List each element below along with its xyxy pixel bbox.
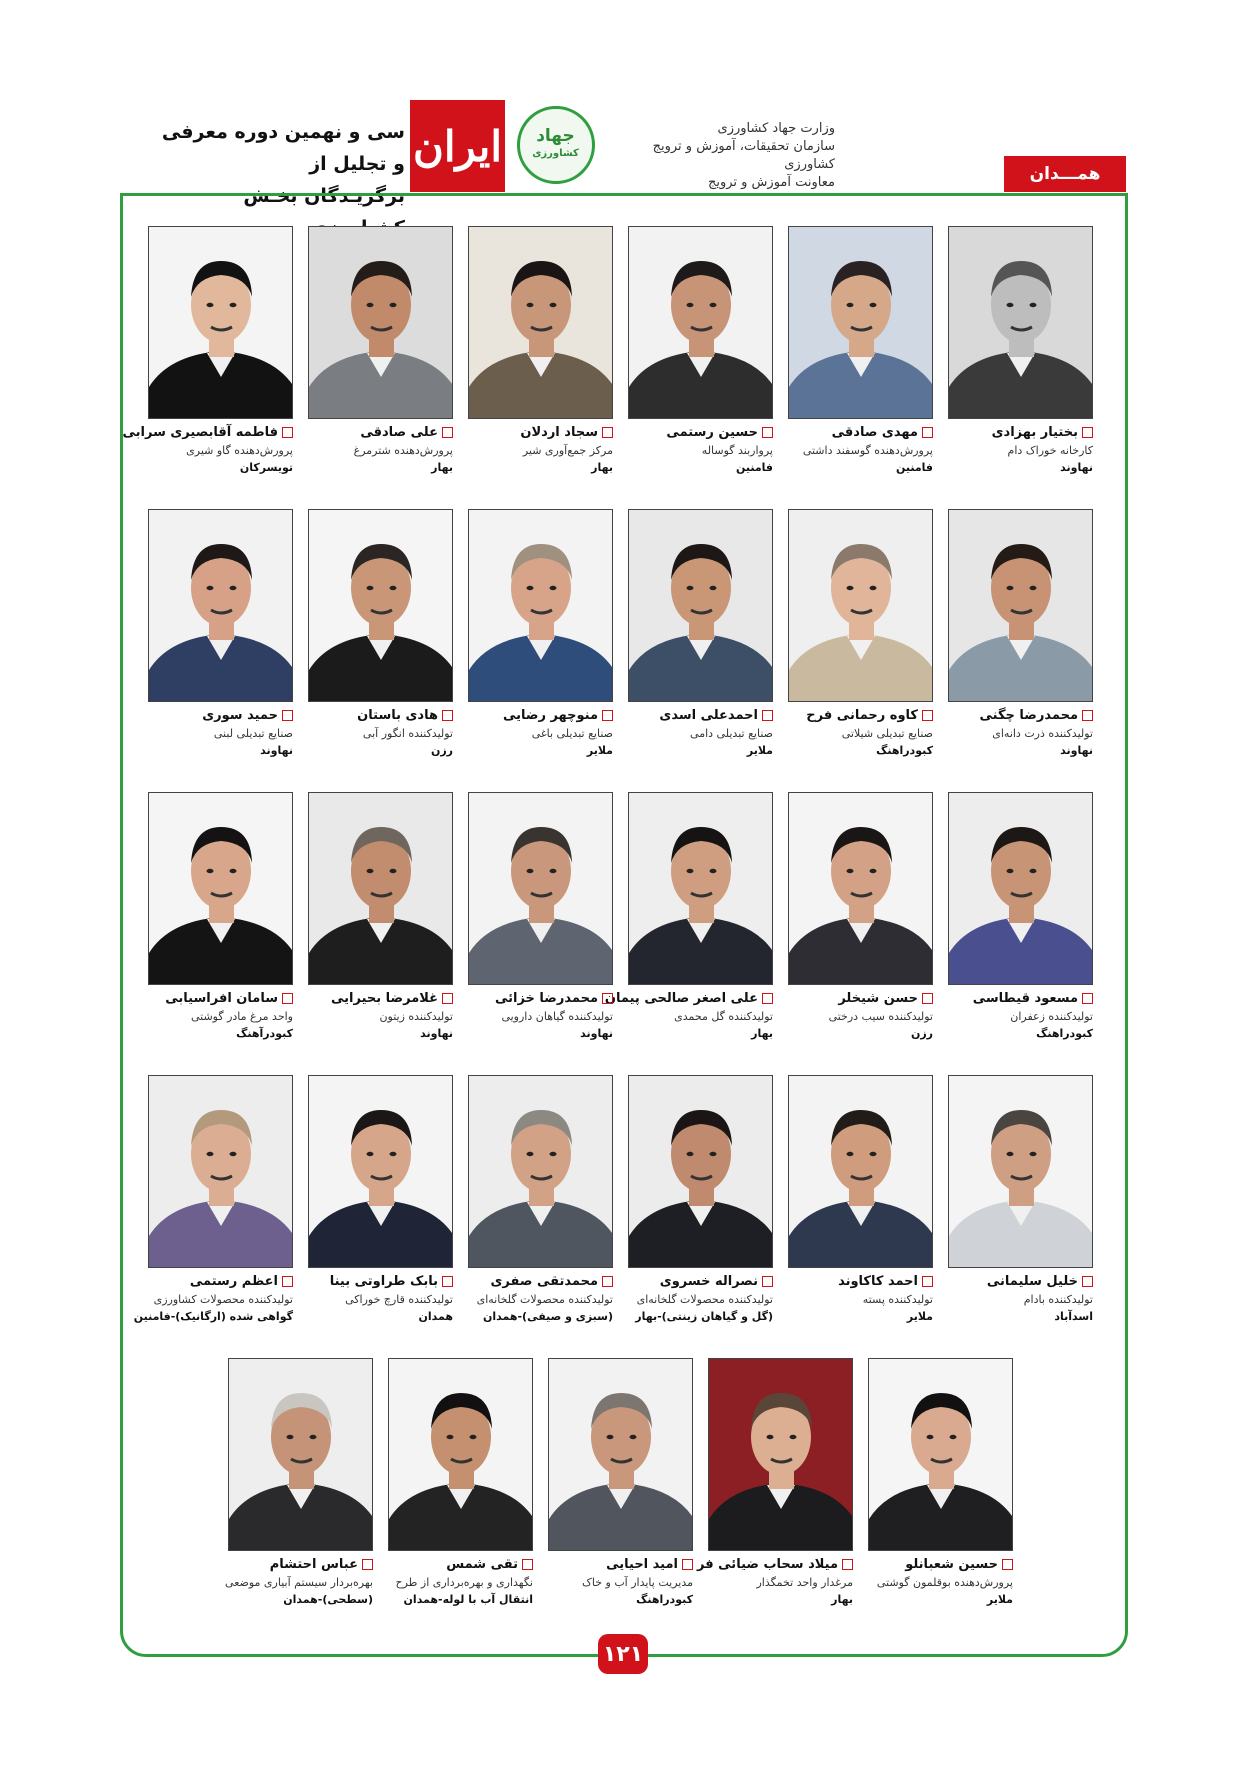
person-photo	[788, 509, 933, 702]
person-city: فامنین	[895, 461, 933, 474]
person-city: رزن	[430, 744, 453, 757]
person-photo	[788, 1075, 933, 1268]
person-caption	[948, 1272, 1093, 1326]
person-role: واحد مرغ مادر گوشتی	[190, 1010, 293, 1023]
person-name-text: عباس احتشام	[269, 1557, 358, 1572]
person-caption	[468, 423, 613, 477]
person-card	[788, 1075, 933, 1326]
person-card	[468, 509, 613, 760]
person-city: (گل و گیاهان زینتی)-بهار	[635, 1310, 773, 1323]
person-caption	[628, 1272, 773, 1326]
person-caption	[308, 706, 453, 760]
checkbox-square-icon	[1002, 1559, 1013, 1570]
person-caption	[308, 1272, 453, 1326]
checkbox-square-icon	[362, 1559, 373, 1570]
person-photo	[948, 226, 1093, 419]
person-card	[122, 226, 293, 477]
person-name	[148, 706, 293, 725]
person-photo	[948, 792, 1093, 985]
person-card	[948, 226, 1093, 477]
checkbox-square-icon	[922, 993, 933, 1004]
person-role: پرورش‌دهنده شترمرغ	[353, 444, 453, 457]
person-caption	[604, 989, 773, 1043]
person-card	[628, 509, 773, 760]
checkbox-square-icon	[762, 1276, 773, 1287]
person-name-text: تقی شمس	[446, 1557, 518, 1572]
person-role: تولیدکننده گل محمدی	[674, 1010, 773, 1023]
person-caption	[697, 1555, 853, 1609]
person-name	[948, 423, 1093, 442]
person-photo	[308, 792, 453, 985]
person-card	[148, 792, 293, 1043]
person-city: گواهی شده (ارگانیک)-فامنین	[133, 1310, 293, 1323]
person-photo	[628, 1075, 773, 1268]
person-card	[148, 509, 293, 760]
checkbox-square-icon	[602, 427, 613, 438]
person-role: مرکز جمع‌آوری شیر	[522, 444, 613, 457]
person-caption	[948, 706, 1093, 760]
checkbox-square-icon	[682, 1559, 693, 1570]
jahad-keshavarzi-logo	[513, 100, 598, 190]
person-role: مرغدار واحد تخمگذار	[756, 1576, 853, 1589]
person-city: نهاوند	[260, 744, 293, 757]
jahad-logo-circle: جهاد کشاورزی	[517, 106, 595, 184]
person-caption	[788, 423, 933, 477]
checkbox-square-icon	[1082, 710, 1093, 721]
person-card	[948, 792, 1093, 1043]
checkbox-square-icon	[762, 993, 773, 1004]
person-city: (سطحی)-همدان	[283, 1593, 373, 1606]
person-role: صنایع تبدیلی لبنی	[213, 727, 293, 740]
person-card	[604, 792, 773, 1043]
person-card	[948, 1075, 1093, 1326]
person-photo	[948, 1075, 1093, 1268]
person-name-text: احمد کاکاوند	[838, 1274, 918, 1289]
person-city: تویسرکان	[239, 461, 293, 474]
person-photo	[468, 1075, 613, 1268]
person-city: بهار	[591, 461, 613, 474]
person-photo	[148, 1075, 293, 1268]
person-caption	[788, 706, 933, 760]
person-role: تولیدکننده سیب درختی	[828, 1010, 933, 1023]
person-caption	[308, 423, 453, 477]
person-name-text: علی صادقی	[360, 425, 438, 440]
person-name-text: سجاد اردلان	[520, 425, 598, 440]
person-caption	[468, 1272, 613, 1326]
person-caption	[148, 706, 293, 760]
person-city: کبودراهنگ	[1036, 1027, 1093, 1040]
person-card	[697, 1358, 853, 1609]
person-role: مدیریت پایدار آب و خاک	[582, 1576, 693, 1589]
person-city: کبودراهنگ	[876, 744, 933, 757]
person-photo	[788, 226, 933, 419]
person-name	[628, 423, 773, 442]
person-name-text: منوچهر رضایی	[502, 708, 598, 723]
iran-newspaper-logo: ایران	[410, 100, 505, 192]
person-photo	[148, 226, 293, 419]
checkbox-square-icon	[282, 993, 293, 1004]
person-city: ملایر	[906, 1310, 933, 1323]
person-name-text: محمدتقی صفری	[490, 1274, 598, 1289]
person-role: صنایع تبدیلی دامی	[690, 727, 773, 740]
person-photo	[868, 1358, 1013, 1551]
person-city: بهار	[831, 1593, 853, 1606]
person-caption	[388, 1555, 533, 1609]
person-card	[468, 792, 613, 1043]
person-card	[788, 509, 933, 760]
person-name-text: حسین شعبانلو	[905, 1557, 998, 1572]
person-city: اسدآباد	[1054, 1310, 1093, 1323]
person-caption	[628, 423, 773, 477]
person-card	[868, 1358, 1013, 1609]
person-photo	[628, 792, 773, 985]
person-role: تولیدکننده پسته	[862, 1293, 933, 1306]
checkbox-square-icon	[922, 710, 933, 721]
person-name-text: اعظم رستمی	[189, 1274, 278, 1289]
person-card	[468, 226, 613, 477]
person-city: (سبزی و صیفی)-همدان	[482, 1310, 613, 1323]
person-card	[225, 1358, 373, 1609]
checkbox-square-icon	[602, 993, 613, 1004]
person-role: تولیدکننده زیتون	[379, 1010, 453, 1023]
checkbox-square-icon	[842, 1559, 853, 1570]
person-caption	[788, 1272, 933, 1326]
person-caption	[468, 989, 613, 1043]
person-name-text: علی اصغر صالحی پیمان	[604, 991, 758, 1006]
person-role: نگهداری و بهره‌برداری از طرح	[395, 1576, 533, 1589]
person-role: صنایع تبدیلی باغی	[531, 727, 613, 740]
person-name	[122, 423, 293, 442]
person-name-text: حمید سوری	[202, 708, 278, 723]
person-name	[468, 1272, 613, 1291]
person-city: نهاوند	[580, 1027, 613, 1040]
person-name	[948, 989, 1093, 1008]
person-role: پرورش‌دهنده گاو شیری	[186, 444, 293, 457]
person-photo	[468, 509, 613, 702]
person-card	[788, 792, 933, 1043]
person-name-text: محمدرضا چگنی	[979, 708, 1078, 723]
person-name-text: محمدرضا خزائی	[494, 991, 598, 1006]
person-caption	[225, 1555, 373, 1609]
person-name	[788, 423, 933, 442]
person-card	[468, 1075, 613, 1326]
person-role: پرورش‌دهنده گوسفند داشتی	[802, 444, 933, 457]
checkbox-square-icon	[282, 427, 293, 438]
checkbox-square-icon	[602, 710, 613, 721]
person-name	[788, 706, 933, 725]
checkbox-square-icon	[522, 1559, 533, 1570]
person-name-text: نصراله خسروی	[659, 1274, 758, 1289]
person-role: تولیدکننده بادام	[1023, 1293, 1093, 1306]
person-card	[948, 509, 1093, 760]
person-card	[308, 1075, 453, 1326]
person-name	[468, 706, 613, 725]
person-role: تولیدکننده محصولات کشاورزی	[153, 1293, 293, 1306]
person-name-text: مسعود قیطاسی	[972, 991, 1078, 1006]
person-name-text: حسین رستمی	[666, 425, 758, 440]
person-card	[788, 226, 933, 477]
ministry-text: وزارت جهاد کشاورزی سازمان تحقیقات، آموزش و ترویج کشاورزی معاونت آموزش و ترویج	[652, 121, 835, 190]
checkbox-square-icon	[1082, 427, 1093, 438]
person-photo	[308, 226, 453, 419]
person-name-text: هادی باستان	[357, 708, 438, 723]
person-caption	[122, 423, 293, 477]
person-caption	[133, 1272, 293, 1326]
person-city: نهاوند	[1060, 744, 1093, 757]
person-name-text: بختیار بهزادی	[991, 425, 1078, 440]
person-city: بهار	[751, 1027, 773, 1040]
person-name	[628, 1272, 773, 1291]
person-role: تولیدکننده ذرت دانه‌ای	[992, 727, 1093, 740]
person-name	[948, 1272, 1093, 1291]
person-name	[308, 423, 453, 442]
person-role: بهره‌بردار سیستم آبیاری موضعی	[225, 1576, 373, 1589]
person-role: صنایع تبدیلی شیلاتی	[841, 727, 933, 740]
person-city: نهاوند	[420, 1027, 453, 1040]
person-city: رزن	[910, 1027, 933, 1040]
checkbox-square-icon	[442, 993, 453, 1004]
person-caption	[548, 1555, 693, 1609]
person-photo	[148, 792, 293, 985]
person-photo	[948, 509, 1093, 702]
title-line-1: سی و نهمین دوره معرفی و تجلیل از	[161, 121, 405, 175]
person-role: کارخانه خوراک دام	[1007, 444, 1093, 457]
person-name	[388, 1555, 533, 1574]
person-photo	[708, 1358, 853, 1551]
page-header	[0, 0, 1250, 207]
person-name	[148, 1272, 293, 1291]
person-city: بهار	[431, 461, 453, 474]
person-name	[308, 989, 453, 1008]
person-photo	[148, 509, 293, 702]
person-name	[308, 706, 453, 725]
person-name	[468, 423, 613, 442]
checkbox-square-icon	[442, 1276, 453, 1287]
person-role: تولیدکننده زعفران	[1010, 1010, 1093, 1023]
title-line-2: برگزیـدگان بخـش	[243, 185, 405, 207]
person-city: نهاوند	[1060, 461, 1093, 474]
person-city: ملایر	[586, 744, 613, 757]
person-photo	[628, 226, 773, 419]
person-city: ملایر	[746, 744, 773, 757]
person-name	[697, 1555, 853, 1574]
region-tab: همـــدان	[1004, 156, 1126, 192]
person-name	[628, 706, 773, 725]
person-caption	[148, 989, 293, 1043]
person-card	[308, 509, 453, 760]
checkbox-square-icon	[602, 1276, 613, 1287]
person-photo	[468, 226, 613, 419]
person-photo	[308, 1075, 453, 1268]
person-role: تولیدکننده انگور آبی	[362, 727, 453, 740]
person-role: پرورش‌دهنده بوقلمون گوشتی	[876, 1576, 1013, 1589]
person-role: تولیدکننده محصولات گلخانه‌ای	[636, 1293, 773, 1306]
person-caption	[468, 706, 613, 760]
person-name	[228, 1555, 373, 1574]
person-name-text: کاوه رحمانی فرح	[806, 708, 918, 723]
person-name	[604, 989, 773, 1008]
person-name-text: بابک طراوتی بینا	[329, 1274, 438, 1289]
checkbox-square-icon	[762, 710, 773, 721]
person-caption	[628, 706, 773, 760]
person-card	[133, 1075, 293, 1326]
person-name-text: غلامرضا بحیرایی	[331, 991, 438, 1006]
person-name-text: میلاد سحاب ضیائی فر	[697, 1557, 838, 1572]
person-card	[388, 1358, 533, 1609]
checkbox-square-icon	[442, 427, 453, 438]
person-photo	[388, 1358, 533, 1551]
person-card	[548, 1358, 693, 1609]
person-city: انتقال آب با لوله-همدان	[403, 1593, 533, 1606]
person-name	[788, 989, 933, 1008]
person-photo	[628, 509, 773, 702]
person-name	[468, 989, 613, 1008]
checkbox-square-icon	[282, 710, 293, 721]
person-photo	[468, 792, 613, 985]
person-photo	[228, 1358, 373, 1551]
person-role: تولیدکننده محصولات گلخانه‌ای	[476, 1293, 613, 1306]
person-card	[308, 792, 453, 1043]
person-name-text: مهدی صادقی	[831, 425, 918, 440]
person-name-text: حسن شیخلر	[838, 991, 918, 1006]
person-city: کبودراهنگ	[636, 1593, 693, 1606]
person-role: تولیدکننده گیاهان دارویی	[501, 1010, 613, 1023]
checkbox-square-icon	[442, 710, 453, 721]
checkbox-square-icon	[922, 1276, 933, 1287]
person-photo	[548, 1358, 693, 1551]
person-role: پرواربند گوساله	[701, 444, 773, 457]
person-city: ملایر	[986, 1593, 1013, 1606]
person-city: همدان	[418, 1310, 453, 1323]
checkbox-square-icon	[922, 427, 933, 438]
person-city: فامنین	[735, 461, 773, 474]
person-name	[788, 1272, 933, 1291]
person-card	[628, 1075, 773, 1326]
person-name	[548, 1555, 693, 1574]
person-name-text: خلیل سلیمانی	[986, 1274, 1078, 1289]
checkbox-square-icon	[762, 427, 773, 438]
checkbox-square-icon	[1082, 993, 1093, 1004]
person-name	[148, 989, 293, 1008]
person-caption	[948, 989, 1093, 1043]
person-city: کبودرآهنگ	[236, 1027, 293, 1040]
person-photo	[308, 509, 453, 702]
checkbox-square-icon	[1082, 1276, 1093, 1287]
person-role: تولیدکننده قارچ خوراکی	[345, 1293, 453, 1306]
checkbox-square-icon	[282, 1276, 293, 1287]
person-name-text: احمدعلی اسدی	[659, 708, 758, 723]
person-photo	[788, 792, 933, 985]
person-name	[948, 706, 1093, 725]
person-caption	[788, 989, 933, 1043]
person-card	[628, 226, 773, 477]
page-number: ۱۲۱	[598, 1634, 648, 1674]
person-name-text: سامان افراسیابی	[165, 991, 278, 1006]
person-name	[868, 1555, 1013, 1574]
person-name	[308, 1272, 453, 1291]
person-caption	[868, 1555, 1013, 1609]
person-name-text: فاطمه آقابصیری سرابی	[122, 425, 278, 440]
person-card	[308, 226, 453, 477]
person-caption	[948, 423, 1093, 477]
person-name-text: امید احیایی	[606, 1557, 678, 1572]
person-caption	[308, 989, 453, 1043]
